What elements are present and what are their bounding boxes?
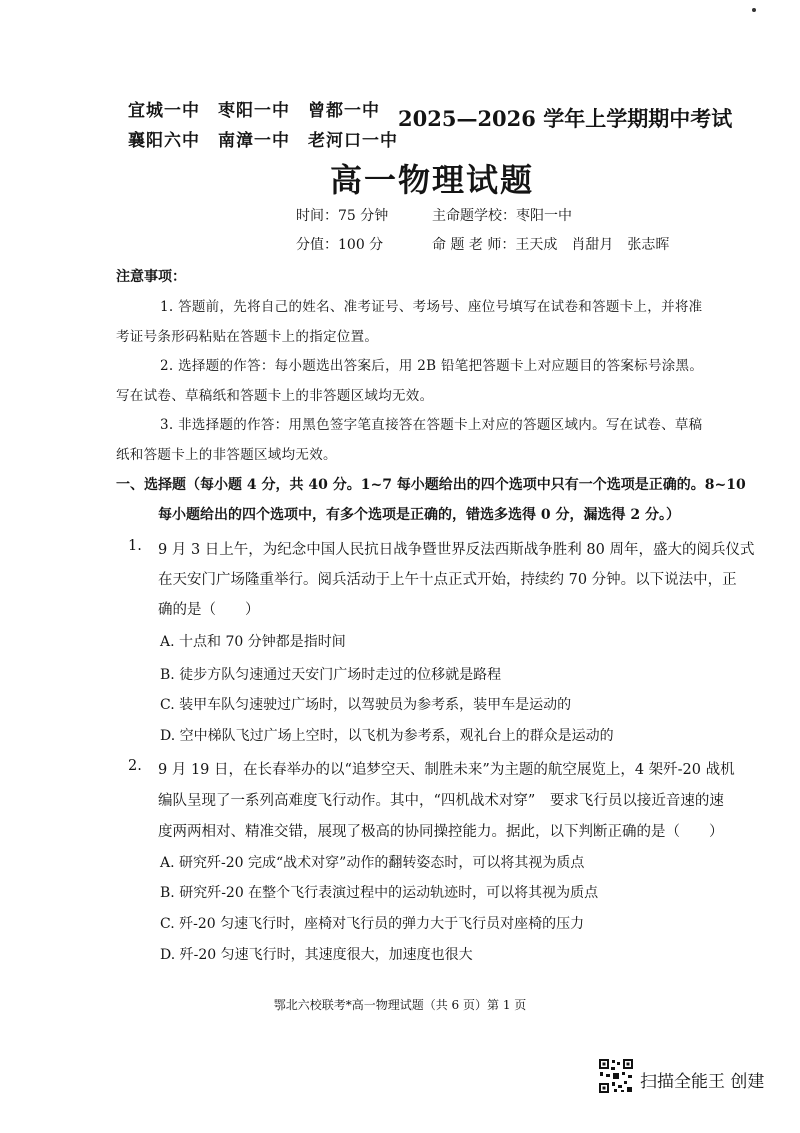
notice-item-3-line-1: 3. 非选择题的作答：用黑色签字笔直接答在答题卡上对应的答题区域内。写在试卷、草稿 <box>160 417 703 433</box>
question-2-option-a: A. 研究歼-20 完成“战术对穿”动作的翻转姿态时，可以将其视为质点 <box>160 855 585 871</box>
exam-title: 2025—2026 学年上学期期中考试 <box>398 106 733 131</box>
question-1-line-2: 在天安门广场隆重举行。阅兵活动于上午十点正式开始，持续约 70 分钟。以下说法中，正 <box>158 572 737 588</box>
question-1-option-c: C. 装甲车队匀速驶过广场时，以驾驶员为参考系，装甲车是运动的 <box>160 697 572 713</box>
scan-speck <box>752 8 756 12</box>
question-2-number: 2. <box>128 758 142 774</box>
notice-item-1-line-2: 考证号条形码粘贴在答题卡上的指定位置。 <box>116 329 379 345</box>
question-2-option-b: B. 研究歼-20 在整个飞行表演过程中的运动轨迹时，可以将其视为质点 <box>160 885 599 901</box>
question-1-option-d: D. 空中梯队飞过广场上空时，以飞机为参考系，观礼台上的群众是运动的 <box>160 728 614 744</box>
exam-score: 分值：100 分 <box>296 237 384 253</box>
schools-row-1: 宜城一中 枣阳一中 曾都一中 <box>128 101 380 121</box>
section-1-line-1: 一、选择题（每小题 4 分，共 40 分。1~7 每小题给出的四个选项中只有一个选项是正确的。8~10 <box>116 477 746 493</box>
scanner-watermark: 扫描全能王 创建 <box>640 1072 765 1092</box>
exam-time: 时间：75 分钟 <box>296 208 389 224</box>
question-2-option-d: D. 歼-20 匀速飞行时，其速度很大，加速度也很大 <box>160 947 473 963</box>
question-2-line-2: 编队呈现了一系列高难度飞行动作。其中，“四机战术对穿” 要求飞行员以接近音速的速 <box>158 793 724 809</box>
question-1-line-3: 确的是（ ） <box>158 602 260 618</box>
notice-item-1-line-1: 1. 答题前，先将自己的姓名、准考证号、考场号、座位号填写在试卷和答题卡上，并将准 <box>160 299 703 315</box>
question-2-line-3: 度两两相对、精准交错，展现了极高的协同操控能力。据此，以下判断正确的是（ ） <box>158 824 724 840</box>
question-2-line-1: 9 月 19 日，在长春举办的以“追梦空天、制胜未来”为主题的航空展览上，4 架歼-20 战机 <box>158 762 735 778</box>
host-school: 主命题学校：枣阳一中 <box>432 208 572 224</box>
question-1-option-a: A. 十点和 70 分钟都是指时间 <box>160 634 346 650</box>
page-footer: 鄂北六校联考*高一物理试题（共 6 页）第 1 页 <box>273 998 527 1012</box>
question-1-line-1: 9 月 3 日上午，为纪念中国人民抗日战争暨世界反法西斯战争胜利 80 周年，盛大的阅兵仪式 <box>158 542 755 558</box>
question-2-option-c: C. 歼-20 匀速飞行时，座椅对飞行员的弹力大于飞行员对座椅的压力 <box>160 916 585 932</box>
schools-row-2: 襄阳六中 南漳一中 老河口一中 <box>128 131 398 151</box>
qr-code-icon <box>598 1058 634 1094</box>
notice-item-3-line-2: 纸和答题卡上的非答题区域均无效。 <box>116 447 337 463</box>
question-1-number: 1. <box>128 538 142 554</box>
subject-title: 高一物理试题 <box>330 161 535 199</box>
notice-heading: 注意事项： <box>116 269 186 285</box>
question-1-option-b: B. 徒步方队匀速通过天安门广场时走过的位移就是路程 <box>160 667 502 683</box>
exam-teachers: 命 题 老 师：王天成 肖甜月 张志晖 <box>432 237 670 253</box>
notice-item-2-line-2: 写在试卷、草稿纸和答题卡上的非答题区域均无效。 <box>116 388 434 404</box>
section-1-line-2: 每小题给出的四个选项中，有多个选项是正确的，错选多选得 0 分，漏选得 2 分。） <box>158 507 680 523</box>
notice-item-2-line-1: 2. 选择题的作答：每小题选出答案后，用 2B 铅笔把答题卡上对应题目的答案标号涂黑。 <box>160 358 704 374</box>
